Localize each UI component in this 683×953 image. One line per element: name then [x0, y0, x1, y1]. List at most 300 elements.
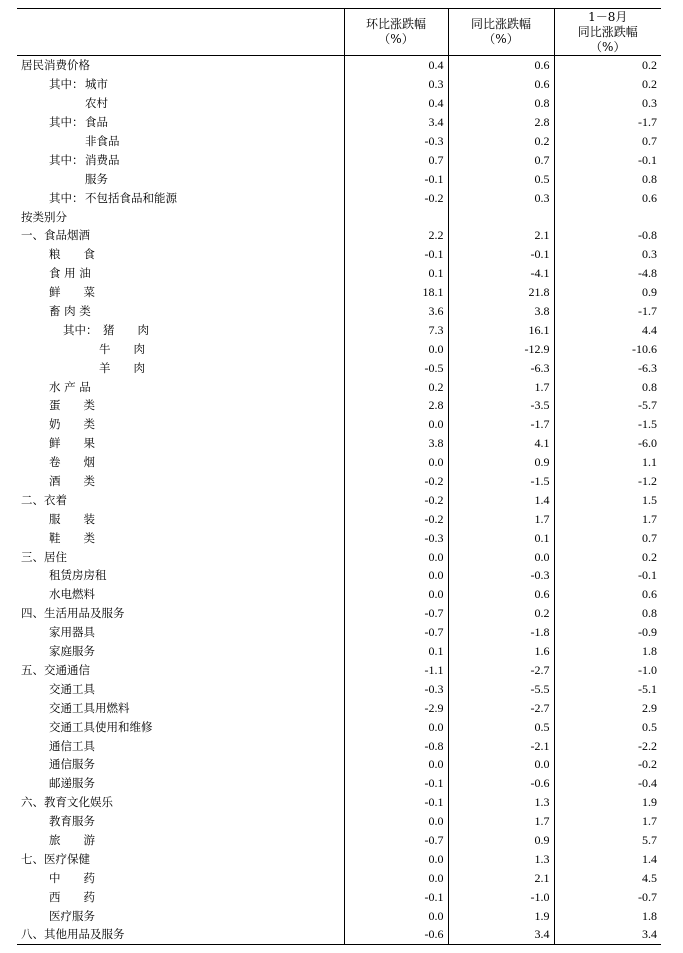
row-value-yoy: -5.5 — [448, 679, 554, 698]
table-row — [17, 150, 661, 169]
row-value-mom: 0.4 — [344, 94, 448, 113]
table-row — [17, 698, 661, 717]
row-value-mom: 0.0 — [344, 415, 448, 434]
row-label: 消费品 — [85, 152, 120, 167]
row-value-mom: 2.2 — [344, 226, 448, 245]
row-value-mom: 0.0 — [344, 812, 448, 831]
row-label: 食 用 油 — [49, 266, 91, 281]
row-value-mom: 0.1 — [344, 642, 448, 661]
row-label-cell — [17, 377, 344, 396]
row-value-yoy: -2.1 — [448, 736, 554, 755]
row-value-yoy — [448, 207, 554, 226]
row-value-mom: 0.0 — [344, 717, 448, 736]
row-prefix: 其中： — [49, 115, 84, 130]
row-value-yoy: 0.0 — [448, 755, 554, 774]
row-label-cell — [17, 849, 344, 868]
row-value-ytd: 5.7 — [554, 831, 661, 850]
row-value-ytd: 1.7 — [554, 509, 661, 528]
row-label-cell — [17, 774, 344, 793]
row-label-cell — [17, 75, 344, 94]
table-row — [17, 887, 661, 906]
table-row — [17, 566, 661, 585]
row-label: 居民消费价格 — [21, 58, 90, 73]
row-label: 非食品 — [85, 134, 120, 148]
row-value-mom: -0.7 — [344, 604, 448, 623]
row-label-cell — [17, 717, 344, 736]
row-value-mom: 18.1 — [344, 283, 448, 302]
table-row — [17, 906, 661, 925]
table-row — [17, 377, 661, 396]
header-mom — [344, 9, 448, 56]
row-value-ytd: -2.2 — [554, 736, 661, 755]
row-label: 城市 — [85, 77, 108, 92]
row-value-mom: 0.0 — [344, 849, 448, 868]
table-row — [17, 547, 661, 566]
row-label: 六、教育文化娱乐 — [21, 795, 113, 810]
row-label-cell — [17, 226, 344, 245]
row-value-mom: 0.0 — [344, 547, 448, 566]
row-label-cell — [17, 679, 344, 698]
row-label-cell — [17, 150, 344, 169]
row-label: 二、衣着 — [21, 492, 67, 507]
row-prefix: 其中： — [63, 322, 98, 337]
table-row — [17, 56, 661, 75]
row-value-mom: -0.2 — [344, 472, 448, 491]
table-row — [17, 509, 661, 528]
table-row — [17, 717, 661, 736]
table-row — [17, 623, 661, 642]
row-value-ytd: 4.4 — [554, 320, 661, 339]
row-value-yoy: -4.1 — [448, 264, 554, 283]
row-value-mom: 0.0 — [344, 339, 448, 358]
row-label-cell — [17, 188, 344, 207]
row-value-yoy: 0.5 — [448, 717, 554, 736]
row-value-mom: -1.1 — [344, 661, 448, 680]
row-label: 四、生活用品及服务 — [21, 606, 125, 621]
row-value-mom: 0.0 — [344, 868, 448, 887]
table-row — [17, 585, 661, 604]
table-body — [17, 56, 661, 945]
row-value-ytd: -4.8 — [554, 264, 661, 283]
row-value-mom: -0.1 — [344, 774, 448, 793]
row-label-cell — [17, 472, 344, 491]
row-label: 租赁房房租 — [49, 568, 107, 583]
row-value-mom: -0.1 — [344, 887, 448, 906]
table-row — [17, 736, 661, 755]
row-value-yoy: 1.3 — [448, 793, 554, 812]
row-value-yoy: 0.2 — [448, 132, 554, 151]
row-value-mom: 0.0 — [344, 906, 448, 925]
row-value-yoy: -12.9 — [448, 339, 554, 358]
row-value-ytd: -1.5 — [554, 415, 661, 434]
table-row — [17, 604, 661, 623]
row-value-mom: -0.7 — [344, 623, 448, 642]
row-label-cell — [17, 812, 344, 831]
table-row — [17, 132, 661, 151]
table-row — [17, 755, 661, 774]
row-value-yoy: 3.4 — [448, 925, 554, 944]
row-value-ytd: -1.7 — [554, 302, 661, 321]
row-value-mom: -0.7 — [344, 831, 448, 850]
header-yoy-label: 同比涨跌幅 — [470, 17, 531, 31]
row-value-ytd: 0.7 — [554, 132, 661, 151]
row-value-ytd: -1.0 — [554, 661, 661, 680]
row-value-ytd: -0.8 — [554, 226, 661, 245]
row-label: 一、食品烟酒 — [21, 228, 90, 243]
table-row — [17, 245, 661, 264]
row-value-ytd: -10.6 — [554, 339, 661, 358]
table-row — [17, 831, 661, 850]
row-value-mom: -0.2 — [344, 509, 448, 528]
row-label: 粮 食 — [49, 247, 95, 262]
row-label: 服务 — [85, 171, 108, 186]
row-value-mom: -0.2 — [344, 490, 448, 509]
row-label-cell — [17, 113, 344, 132]
header-ytd-label: 同比涨跌幅 — [577, 24, 638, 39]
table-row — [17, 868, 661, 887]
row-value-mom: 0.4 — [344, 56, 448, 75]
table-row — [17, 793, 661, 812]
row-value-ytd: 0.5 — [554, 717, 661, 736]
row-label: 家用器具 — [49, 625, 95, 640]
row-value-ytd: -1.7 — [554, 113, 661, 132]
row-value-ytd: -0.9 — [554, 623, 661, 642]
table-row — [17, 94, 661, 113]
row-label-cell — [17, 396, 344, 415]
row-value-ytd: -0.4 — [554, 774, 661, 793]
table-header — [17, 9, 661, 56]
row-value-yoy: 2.1 — [448, 226, 554, 245]
row-value-ytd: -0.1 — [554, 566, 661, 585]
row-label-cell — [17, 887, 344, 906]
table-row — [17, 339, 661, 358]
row-value-mom: -0.1 — [344, 793, 448, 812]
row-prefix: 其中： — [49, 152, 84, 167]
row-value-yoy: 1.7 — [448, 509, 554, 528]
row-value-ytd: 0.3 — [554, 245, 661, 264]
row-label-cell — [17, 906, 344, 925]
table-row — [17, 283, 661, 302]
row-label: 按类别分 — [21, 209, 67, 224]
header-yoy — [448, 9, 554, 56]
row-value-ytd: 1.4 — [554, 849, 661, 868]
row-value-ytd: 1.9 — [554, 793, 661, 812]
header-ytd-unit: （%） — [590, 39, 626, 54]
table-row — [17, 812, 661, 831]
row-label: 通信服务 — [49, 757, 95, 772]
row-value-mom: -0.3 — [344, 528, 448, 547]
row-value-ytd: 0.7 — [554, 528, 661, 547]
row-value-ytd: 4.5 — [554, 868, 661, 887]
row-label-cell — [17, 415, 344, 434]
row-label: 鲜 菜 — [49, 285, 95, 300]
row-label-cell — [17, 56, 344, 75]
table-row — [17, 113, 661, 132]
header-label-cell — [17, 9, 344, 56]
row-value-ytd: 1.5 — [554, 490, 661, 509]
row-label: 西 药 — [49, 889, 95, 904]
row-value-ytd — [554, 207, 661, 226]
row-value-ytd: 1.8 — [554, 906, 661, 925]
row-value-ytd: 3.4 — [554, 925, 661, 944]
row-value-mom: 0.3 — [344, 75, 448, 94]
row-value-mom: 7.3 — [344, 320, 448, 339]
row-value-ytd: 0.2 — [554, 547, 661, 566]
row-prefix: 其中： — [49, 77, 84, 92]
row-value-yoy: 0.2 — [448, 604, 554, 623]
table-row — [17, 642, 661, 661]
row-value-mom: -0.5 — [344, 358, 448, 377]
table-row — [17, 75, 661, 94]
row-label-cell — [17, 283, 344, 302]
row-value-ytd: 0.2 — [554, 75, 661, 94]
row-label-cell — [17, 169, 344, 188]
row-label: 畜 肉 类 — [49, 304, 91, 319]
row-value-yoy: -3.5 — [448, 396, 554, 415]
row-value-mom: -2.9 — [344, 698, 448, 717]
row-value-mom: 0.7 — [344, 150, 448, 169]
row-value-yoy: 3.8 — [448, 302, 554, 321]
row-label: 交通工具使用和维修 — [49, 719, 153, 734]
table-row — [17, 302, 661, 321]
row-label-cell — [17, 831, 344, 850]
row-label: 鞋 类 — [49, 530, 95, 545]
row-value-yoy: 1.6 — [448, 642, 554, 661]
row-value-yoy: 0.5 — [448, 169, 554, 188]
row-label: 家庭服务 — [49, 644, 95, 659]
row-value-yoy: 1.7 — [448, 812, 554, 831]
row-label-cell — [17, 509, 344, 528]
row-value-yoy: -1.0 — [448, 887, 554, 906]
row-label-cell — [17, 245, 344, 264]
row-value-mom: 0.0 — [344, 585, 448, 604]
row-value-ytd: 1.7 — [554, 812, 661, 831]
row-value-ytd: -6.3 — [554, 358, 661, 377]
row-label: 卷 烟 — [49, 455, 95, 470]
row-value-yoy: -2.7 — [448, 661, 554, 680]
row-label: 蛋 类 — [49, 398, 95, 413]
row-value-yoy: 2.8 — [448, 113, 554, 132]
row-label-cell — [17, 434, 344, 453]
row-value-ytd: -0.7 — [554, 887, 661, 906]
row-value-ytd: 1.8 — [554, 642, 661, 661]
row-value-yoy: 0.0 — [448, 547, 554, 566]
row-value-ytd: -5.1 — [554, 679, 661, 698]
row-label-cell — [17, 320, 344, 339]
row-value-mom: 2.8 — [344, 396, 448, 415]
row-value-yoy: -6.3 — [448, 358, 554, 377]
table-row — [17, 396, 661, 415]
row-label-cell — [17, 661, 344, 680]
row-value-yoy: -1.5 — [448, 472, 554, 491]
cpi-table — [17, 8, 661, 945]
row-value-mom — [344, 207, 448, 226]
header-ytd-period: 1－8月 — [588, 9, 628, 24]
row-label: 不包括食品和能源 — [85, 190, 177, 205]
row-value-yoy: -0.1 — [448, 245, 554, 264]
row-label: 水 产 品 — [49, 379, 91, 394]
row-value-yoy: 1.7 — [448, 377, 554, 396]
table-row — [17, 528, 661, 547]
row-label: 通信工具 — [49, 738, 95, 753]
header-ytd — [554, 9, 661, 56]
table-row — [17, 320, 661, 339]
row-value-mom: 3.6 — [344, 302, 448, 321]
table-row — [17, 472, 661, 491]
row-label-cell — [17, 868, 344, 887]
table-row — [17, 169, 661, 188]
header-mom-unit: （%） — [378, 32, 414, 46]
row-value-ytd: 1.1 — [554, 453, 661, 472]
row-value-mom: 0.1 — [344, 264, 448, 283]
row-value-yoy: -0.3 — [448, 566, 554, 585]
row-prefix: 其中： — [49, 190, 84, 205]
table-row — [17, 679, 661, 698]
row-label: 教育服务 — [49, 814, 95, 829]
table-row — [17, 415, 661, 434]
row-value-yoy: -1.8 — [448, 623, 554, 642]
row-value-mom: -0.1 — [344, 169, 448, 188]
row-label-cell — [17, 642, 344, 661]
row-value-yoy: 1.9 — [448, 906, 554, 925]
row-label-cell — [17, 528, 344, 547]
row-label: 七、医疗保健 — [21, 851, 90, 866]
table-row — [17, 358, 661, 377]
row-label: 旅 游 — [49, 832, 95, 847]
table-row — [17, 226, 661, 245]
row-label-cell — [17, 339, 344, 358]
row-value-ytd: -1.2 — [554, 472, 661, 491]
row-label: 交通工具 — [49, 681, 95, 696]
row-label-cell — [17, 736, 344, 755]
row-label: 水电燃料 — [49, 587, 95, 602]
row-label: 交通工具用燃料 — [49, 700, 130, 715]
row-label: 鲜 果 — [49, 436, 95, 451]
row-label-cell — [17, 623, 344, 642]
table-row — [17, 207, 661, 226]
row-value-mom: 3.8 — [344, 434, 448, 453]
row-label-cell — [17, 604, 344, 623]
row-label-cell — [17, 490, 344, 509]
row-value-mom: -0.8 — [344, 736, 448, 755]
row-label: 八、其他用品及服务 — [21, 927, 125, 942]
row-value-yoy: 0.1 — [448, 528, 554, 547]
row-value-yoy: 16.1 — [448, 320, 554, 339]
row-value-mom: 0.0 — [344, 566, 448, 585]
row-label-cell — [17, 925, 344, 944]
row-value-ytd: 0.2 — [554, 56, 661, 75]
row-label-cell — [17, 755, 344, 774]
row-value-ytd: 2.9 — [554, 698, 661, 717]
row-value-ytd: -6.0 — [554, 434, 661, 453]
row-label-cell — [17, 358, 344, 377]
row-value-ytd: 0.8 — [554, 169, 661, 188]
row-label-cell — [17, 547, 344, 566]
row-value-ytd: 0.3 — [554, 94, 661, 113]
row-label: 食品 — [85, 115, 108, 130]
row-value-ytd: 0.9 — [554, 283, 661, 302]
row-label: 三、居住 — [21, 549, 67, 564]
row-label: 中 药 — [49, 870, 95, 885]
row-value-yoy: 1.3 — [448, 849, 554, 868]
row-label-cell — [17, 566, 344, 585]
table-row — [17, 661, 661, 680]
row-value-mom: 0.0 — [344, 755, 448, 774]
row-value-yoy: 0.3 — [448, 188, 554, 207]
row-label-cell — [17, 698, 344, 717]
row-label-cell — [17, 207, 344, 226]
row-label: 牛 肉 — [99, 341, 145, 356]
row-label: 服 装 — [49, 511, 95, 526]
row-value-ytd: -0.1 — [554, 150, 661, 169]
table-row — [17, 188, 661, 207]
row-value-ytd: 0.8 — [554, 604, 661, 623]
row-label-cell — [17, 793, 344, 812]
row-label-cell — [17, 94, 344, 113]
row-label: 五、交通通信 — [21, 662, 90, 677]
row-value-mom: -0.6 — [344, 925, 448, 944]
row-value-yoy: 0.9 — [448, 453, 554, 472]
row-value-mom: -0.3 — [344, 132, 448, 151]
row-value-yoy: 0.9 — [448, 831, 554, 850]
row-label: 邮递服务 — [49, 776, 95, 791]
header-yoy-unit: （%） — [483, 32, 519, 46]
row-value-mom: 0.2 — [344, 377, 448, 396]
row-label: 奶 类 — [49, 417, 95, 432]
table-row — [17, 849, 661, 868]
table-row — [17, 490, 661, 509]
row-value-yoy: 0.6 — [448, 585, 554, 604]
row-label: 农村 — [85, 96, 108, 111]
row-value-yoy: 2.1 — [448, 868, 554, 887]
row-value-ytd: -5.7 — [554, 396, 661, 415]
row-value-yoy: 1.4 — [448, 490, 554, 509]
row-value-mom: 0.0 — [344, 453, 448, 472]
header-mom-label: 环比涨跌幅 — [365, 17, 426, 31]
row-value-mom: -0.1 — [344, 245, 448, 264]
row-value-yoy: 21.8 — [448, 283, 554, 302]
row-value-ytd: 0.8 — [554, 377, 661, 396]
row-value-yoy: -1.7 — [448, 415, 554, 434]
row-value-yoy: 4.1 — [448, 434, 554, 453]
row-label-cell — [17, 453, 344, 472]
row-value-mom: -0.3 — [344, 679, 448, 698]
row-value-yoy: 0.6 — [448, 56, 554, 75]
row-label: 羊 肉 — [99, 360, 145, 375]
row-label-cell — [17, 585, 344, 604]
table-row — [17, 434, 661, 453]
row-value-ytd: -0.2 — [554, 755, 661, 774]
row-label: 酒 类 — [49, 474, 95, 489]
row-label-cell — [17, 132, 344, 151]
row-value-ytd: 0.6 — [554, 188, 661, 207]
row-value-yoy: 0.7 — [448, 150, 554, 169]
table-row — [17, 774, 661, 793]
row-value-yoy: -0.6 — [448, 774, 554, 793]
row-value-mom: -0.2 — [344, 188, 448, 207]
row-value-yoy: 0.6 — [448, 75, 554, 94]
row-label: 猪 肉 — [103, 322, 149, 337]
row-value-yoy: -2.7 — [448, 698, 554, 717]
row-label-cell — [17, 302, 344, 321]
table-row — [17, 453, 661, 472]
table-row — [17, 925, 661, 944]
row-value-yoy: 0.8 — [448, 94, 554, 113]
row-label-cell — [17, 264, 344, 283]
row-value-ytd: 0.6 — [554, 585, 661, 604]
row-value-mom: 3.4 — [344, 113, 448, 132]
row-label: 医疗服务 — [49, 908, 95, 923]
